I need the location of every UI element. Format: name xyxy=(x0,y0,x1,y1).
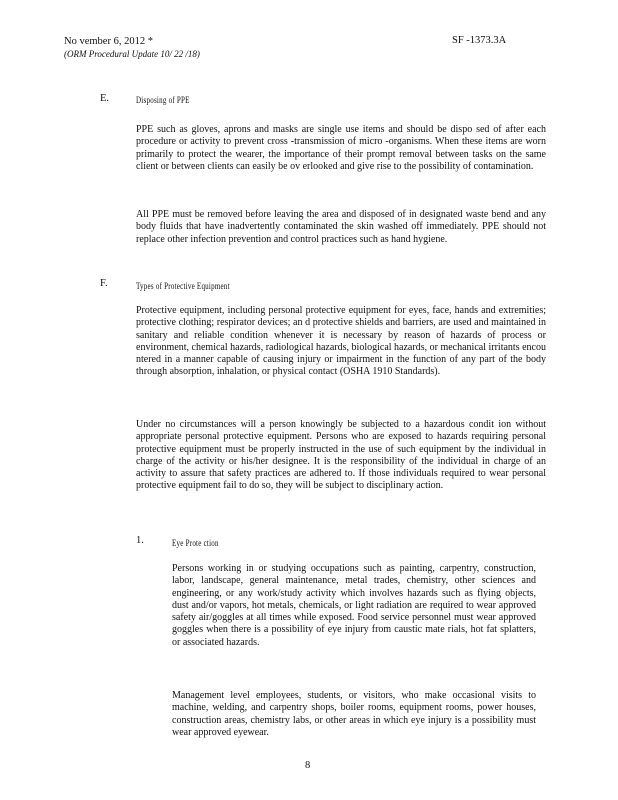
section-f-letter: F. xyxy=(100,278,108,289)
section-e-paragraph-1: PPE such as gloves, aprons and masks are single use items and should be dispo sed of after each procedure or activity to prevent cross -transmission of micro -organisms. When these items are worn primarily to protect the wearer, the importance of their prompt removal between tasks on the same client or between clients can easily be ov erlooked and give rise to the possibility of contamination. xyxy=(136,124,546,172)
subsection-1-number: 1. xyxy=(136,535,144,546)
page-number: 8 xyxy=(305,760,311,771)
section-f-paragraph-1: Protective equipment, including personal protective equipment for eyes, face, hands and extremities; protective clothing; respirator devices; an d protective shields and barriers, are used and maintained in sanitary and reliable condition whenever it is necessary by reason of hazards of process or environment, chemical hazards, radiological hazards, biological hazards, or mechanical irritants encou ntered in a manner capable of causing injury or impairment in the function of any part of the body through absorption, inhalation, or physical contact (OSHA 1910 Standards). xyxy=(136,305,546,378)
section-f-paragraph-2: Under no circumstances will a person knowingly be subjected to a hazardous condit ion without appropriate personal protective equipment. Persons who are exposed to hazards requiring personal protective equipment must be properly instructed in the use of such equipment by the individual in charge of the activity or his/her designee. It is the responsibility of the individual in charge of an activity to assure that safety practices are adhered to. If those individuals required to wear personal protective equipment fail to do so, they will be subject to disciplinary action. xyxy=(136,419,546,492)
header-doc-id: SF -1373.3A xyxy=(452,35,507,46)
subsection-1-title: Eye Prote ction xyxy=(172,538,219,548)
header-left xyxy=(64,35,200,61)
header-update-line: (ORM Procedural Update 10/ 22 /18) xyxy=(64,49,200,59)
section-e-title: Disposing of PPE xyxy=(136,95,190,105)
section-f-title: Types of Protective Equipment xyxy=(136,281,230,291)
header-date: No vember 6, 2012 * xyxy=(64,36,153,47)
section-e-letter: E. xyxy=(100,93,110,104)
subsection-1-paragraph-2: Management level employees, students, or visitors, who make occasional visits to machine, welding, and carpentry shops, boiler rooms, equipment rooms, power houses, construction areas, chemistry labs, or other areas in which eye injury is a possibility must wear approved eyewear. xyxy=(172,690,536,738)
subsection-1-paragraph-1: Persons working in or studying occupations such as painting, carpentry, construction, labor, landscape, general maintenance, metal trades, chemistry, other sciences and engineering, or any work/study activity which involves hazards such as flying objects, dust and/or vapors, hot metals, chemicals, or light radiation are required to wear approved safety air/goggles at all times while exposed. Food service personnel must wear approved goggles when there is a possibility of eye injury from caustic mate rials, hot fat splatters, or associated hazards. xyxy=(172,563,536,648)
section-e-paragraph-2: All PPE must be removed before leaving the area and disposed of in designated waste bend and any body fluids that have inadvertently contaminated the skin washed off immediately. PPE should not replace other infection prevention and control practices such as hand hygiene. xyxy=(136,209,546,245)
